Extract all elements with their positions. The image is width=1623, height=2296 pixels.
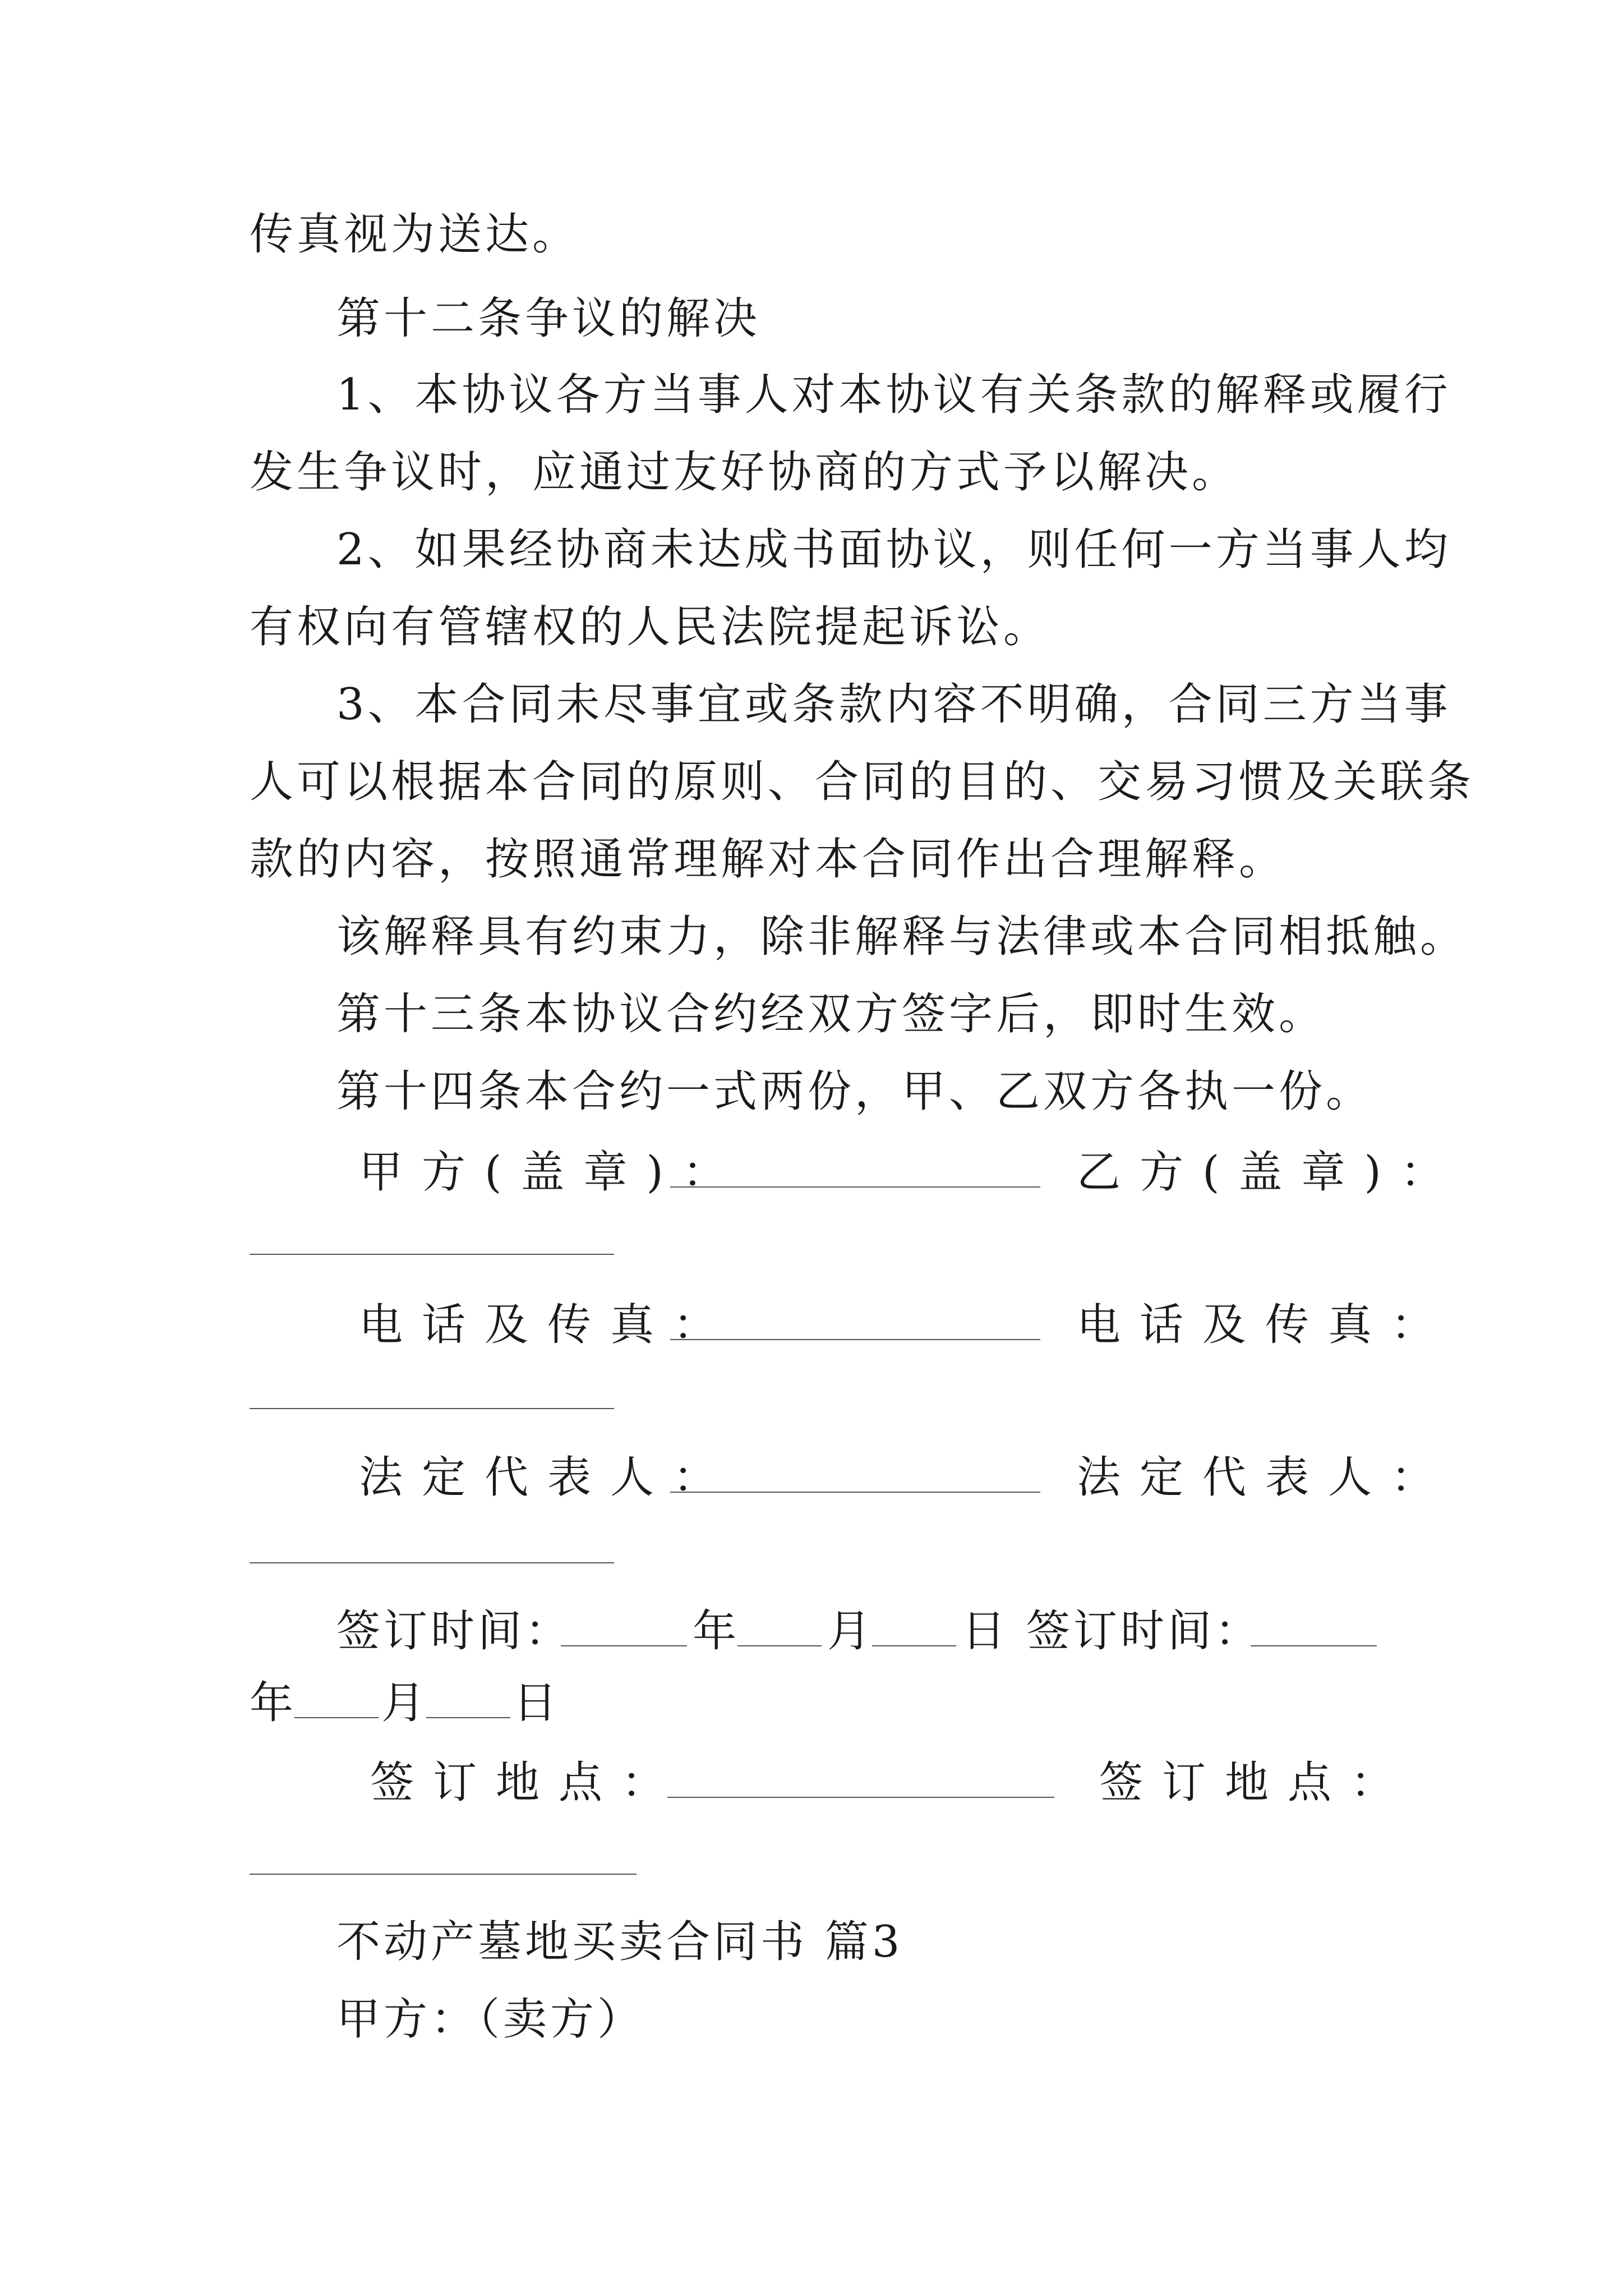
legal-rep-b-label: 法定代表人： xyxy=(1077,1452,1454,1503)
sign-time-a-year-blank xyxy=(561,1645,687,1646)
party-a-line: 甲方：（卖方） xyxy=(336,1994,645,2045)
year-label: 年 xyxy=(693,1606,740,1657)
legal-rep-a-label: 法定代表人： xyxy=(359,1452,736,1503)
sign-place-b-label: 签订地点： xyxy=(1099,1757,1414,1808)
phone-fax-a-blank xyxy=(670,1339,1040,1340)
year-label: 年 xyxy=(250,1678,297,1728)
phone-fax-a-label: 电话及传真： xyxy=(359,1300,736,1350)
day-label: 日 xyxy=(513,1678,561,1728)
sign-place-b-blank xyxy=(250,1874,637,1875)
body-line: 人可以根据本合同的原则、合同的目的、交易习惯及关联条 xyxy=(250,757,1475,807)
section-title: 不动产墓地买卖合同书 篇3 xyxy=(336,1917,903,1967)
sign-time-b-label: 签订时间： xyxy=(1026,1606,1262,1657)
body-line: 该解释具有约束力，除非解释与法律或本合同相抵触。 xyxy=(336,912,1468,962)
article-line: 第十四条本合约一式两份，甲、乙双方各执一份。 xyxy=(336,1066,1373,1117)
sign-time-a-month-blank xyxy=(737,1645,822,1646)
month-label: 月 xyxy=(827,1606,875,1657)
month-label: 月 xyxy=(381,1678,429,1728)
party-b-seal-blank xyxy=(250,1254,614,1255)
sign-place-a-blank xyxy=(667,1797,1054,1798)
sign-place-a-label: 签订地点： xyxy=(370,1757,685,1808)
sign-time-b-month-blank xyxy=(294,1717,379,1718)
body-line: 发生争议时，应通过友好协商的方式予以解决。 xyxy=(250,447,1239,498)
party-a-seal-blank xyxy=(670,1186,1040,1188)
body-line: 传真视为送达。 xyxy=(250,209,580,260)
body-line: 3、本合同未尽事宜或条款内容不明确，合同三方当事 xyxy=(336,679,1451,730)
article-line: 第十三条本协议合约经双方签字后，即时生效。 xyxy=(336,989,1326,1039)
sign-time-b-day-blank xyxy=(426,1717,510,1718)
body-line: 款的内容，按照通常理解对本合同作出合理解释。 xyxy=(250,834,1287,885)
body-line: 1、本协议各方当事人对本协议有关条款的解释或履行 xyxy=(336,370,1451,420)
phone-fax-b-label: 电话及传真： xyxy=(1077,1300,1454,1350)
party-b-seal-label: 乙方(盖章)： xyxy=(1077,1147,1463,1198)
body-line: 2、如果经协商未达成书面协议，则任何一方当事人均 xyxy=(336,524,1451,575)
sign-time-b-year-blank xyxy=(1251,1645,1377,1646)
sign-time-a-day-blank xyxy=(872,1645,956,1646)
article-heading: 第十二条争议的解决 xyxy=(336,293,761,344)
sign-time-a-label: 签订时间： xyxy=(336,1606,573,1657)
legal-rep-b-blank xyxy=(250,1562,614,1563)
day-label: 日 xyxy=(962,1606,1009,1657)
legal-rep-a-blank xyxy=(670,1492,1040,1493)
phone-fax-b-blank xyxy=(250,1408,614,1409)
party-a-seal-label: 甲方(盖章)： xyxy=(359,1147,745,1198)
body-line: 有权向有管辖权的人民法院提起诉讼。 xyxy=(250,602,1051,652)
